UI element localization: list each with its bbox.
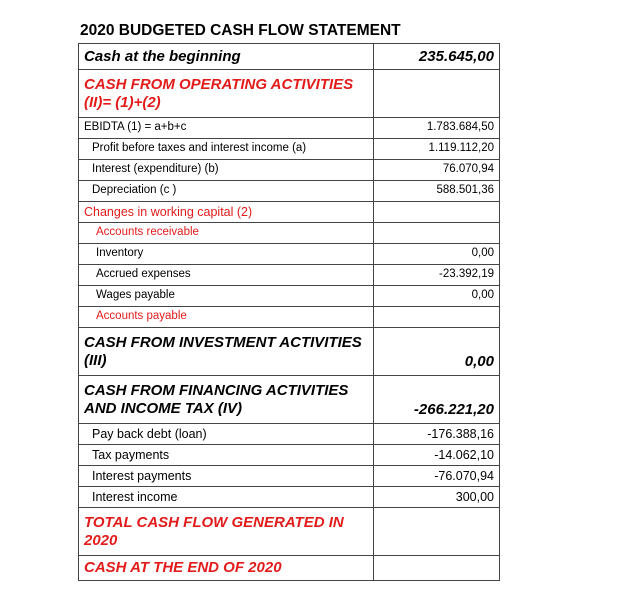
row-label: CASH FROM FINANCING ACTIVITIES AND INCOME TAX (IV)	[79, 376, 374, 424]
table-row	[79, 307, 500, 328]
row-label: Accrued expenses	[79, 265, 374, 286]
table-row	[79, 286, 500, 307]
row-value	[374, 202, 500, 223]
table-row	[79, 70, 500, 118]
table-row	[79, 376, 500, 424]
row-value: 300,00	[374, 487, 500, 508]
row-value	[374, 223, 500, 244]
row-label: Accounts payable	[79, 307, 374, 328]
table-row	[79, 328, 500, 376]
row-label: Inventory	[79, 244, 374, 265]
row-value: -176.388,16	[374, 424, 500, 445]
table-row	[79, 244, 500, 265]
table-row	[79, 445, 500, 466]
row-label: Changes in working capital (2)	[79, 202, 374, 223]
row-label: Interest income	[79, 487, 374, 508]
row-value: 0,00	[374, 328, 500, 376]
table-row	[79, 466, 500, 487]
row-label: TOTAL CASH FLOW GENERATED IN 2020	[79, 508, 374, 556]
row-value: 235.645,00	[374, 44, 500, 70]
row-label: CASH FROM OPERATING ACTIVITIES (II)= (1)+(2)	[79, 70, 374, 118]
row-label: Depreciation (c )	[79, 181, 374, 202]
row-label: Accounts receivable	[79, 223, 374, 244]
row-value: 588.501,36	[374, 181, 500, 202]
row-label: CASH AT THE END OF 2020	[79, 556, 374, 581]
row-label: Cash at the beginning	[79, 44, 374, 70]
row-value: -76.070,94	[374, 466, 500, 487]
table-row	[79, 424, 500, 445]
row-value: 0,00	[374, 244, 500, 265]
cash-flow-table	[78, 43, 500, 581]
row-value: -266.221,20	[374, 376, 500, 424]
table-row	[79, 181, 500, 202]
row-label: Interest (expenditure) (b)	[79, 160, 374, 181]
table-row	[79, 487, 500, 508]
row-label: Tax payments	[79, 445, 374, 466]
row-value	[374, 70, 500, 118]
row-value: -23.392,19	[374, 265, 500, 286]
row-value	[374, 508, 500, 556]
row-label: EBIDTA (1) = a+b+c	[79, 118, 374, 139]
table-row	[79, 118, 500, 139]
table-row	[79, 508, 500, 556]
row-value: 1.119.112,20	[374, 139, 500, 160]
row-value: 0,00	[374, 286, 500, 307]
row-value: -14.062,10	[374, 445, 500, 466]
table-row	[79, 265, 500, 286]
row-label: Wages payable	[79, 286, 374, 307]
table-row	[79, 44, 500, 70]
row-value	[374, 556, 500, 581]
table-row	[79, 223, 500, 244]
row-label: Interest payments	[79, 466, 374, 487]
table-row	[79, 556, 500, 581]
row-value: 76.070,94	[374, 160, 500, 181]
row-label: Profit before taxes and interest income (a)	[79, 139, 374, 160]
table-row	[79, 139, 500, 160]
row-value: 1.783.684,50	[374, 118, 500, 139]
row-label: Pay back debt (loan)	[79, 424, 374, 445]
table-row	[79, 202, 500, 223]
row-value	[374, 307, 500, 328]
table-row	[79, 160, 500, 181]
row-label: CASH FROM INVESTMENT ACTIVITIES (III)	[79, 328, 374, 376]
statement-title: 2020 BUDGETED CASH FLOW STATEMENT	[80, 22, 401, 39]
